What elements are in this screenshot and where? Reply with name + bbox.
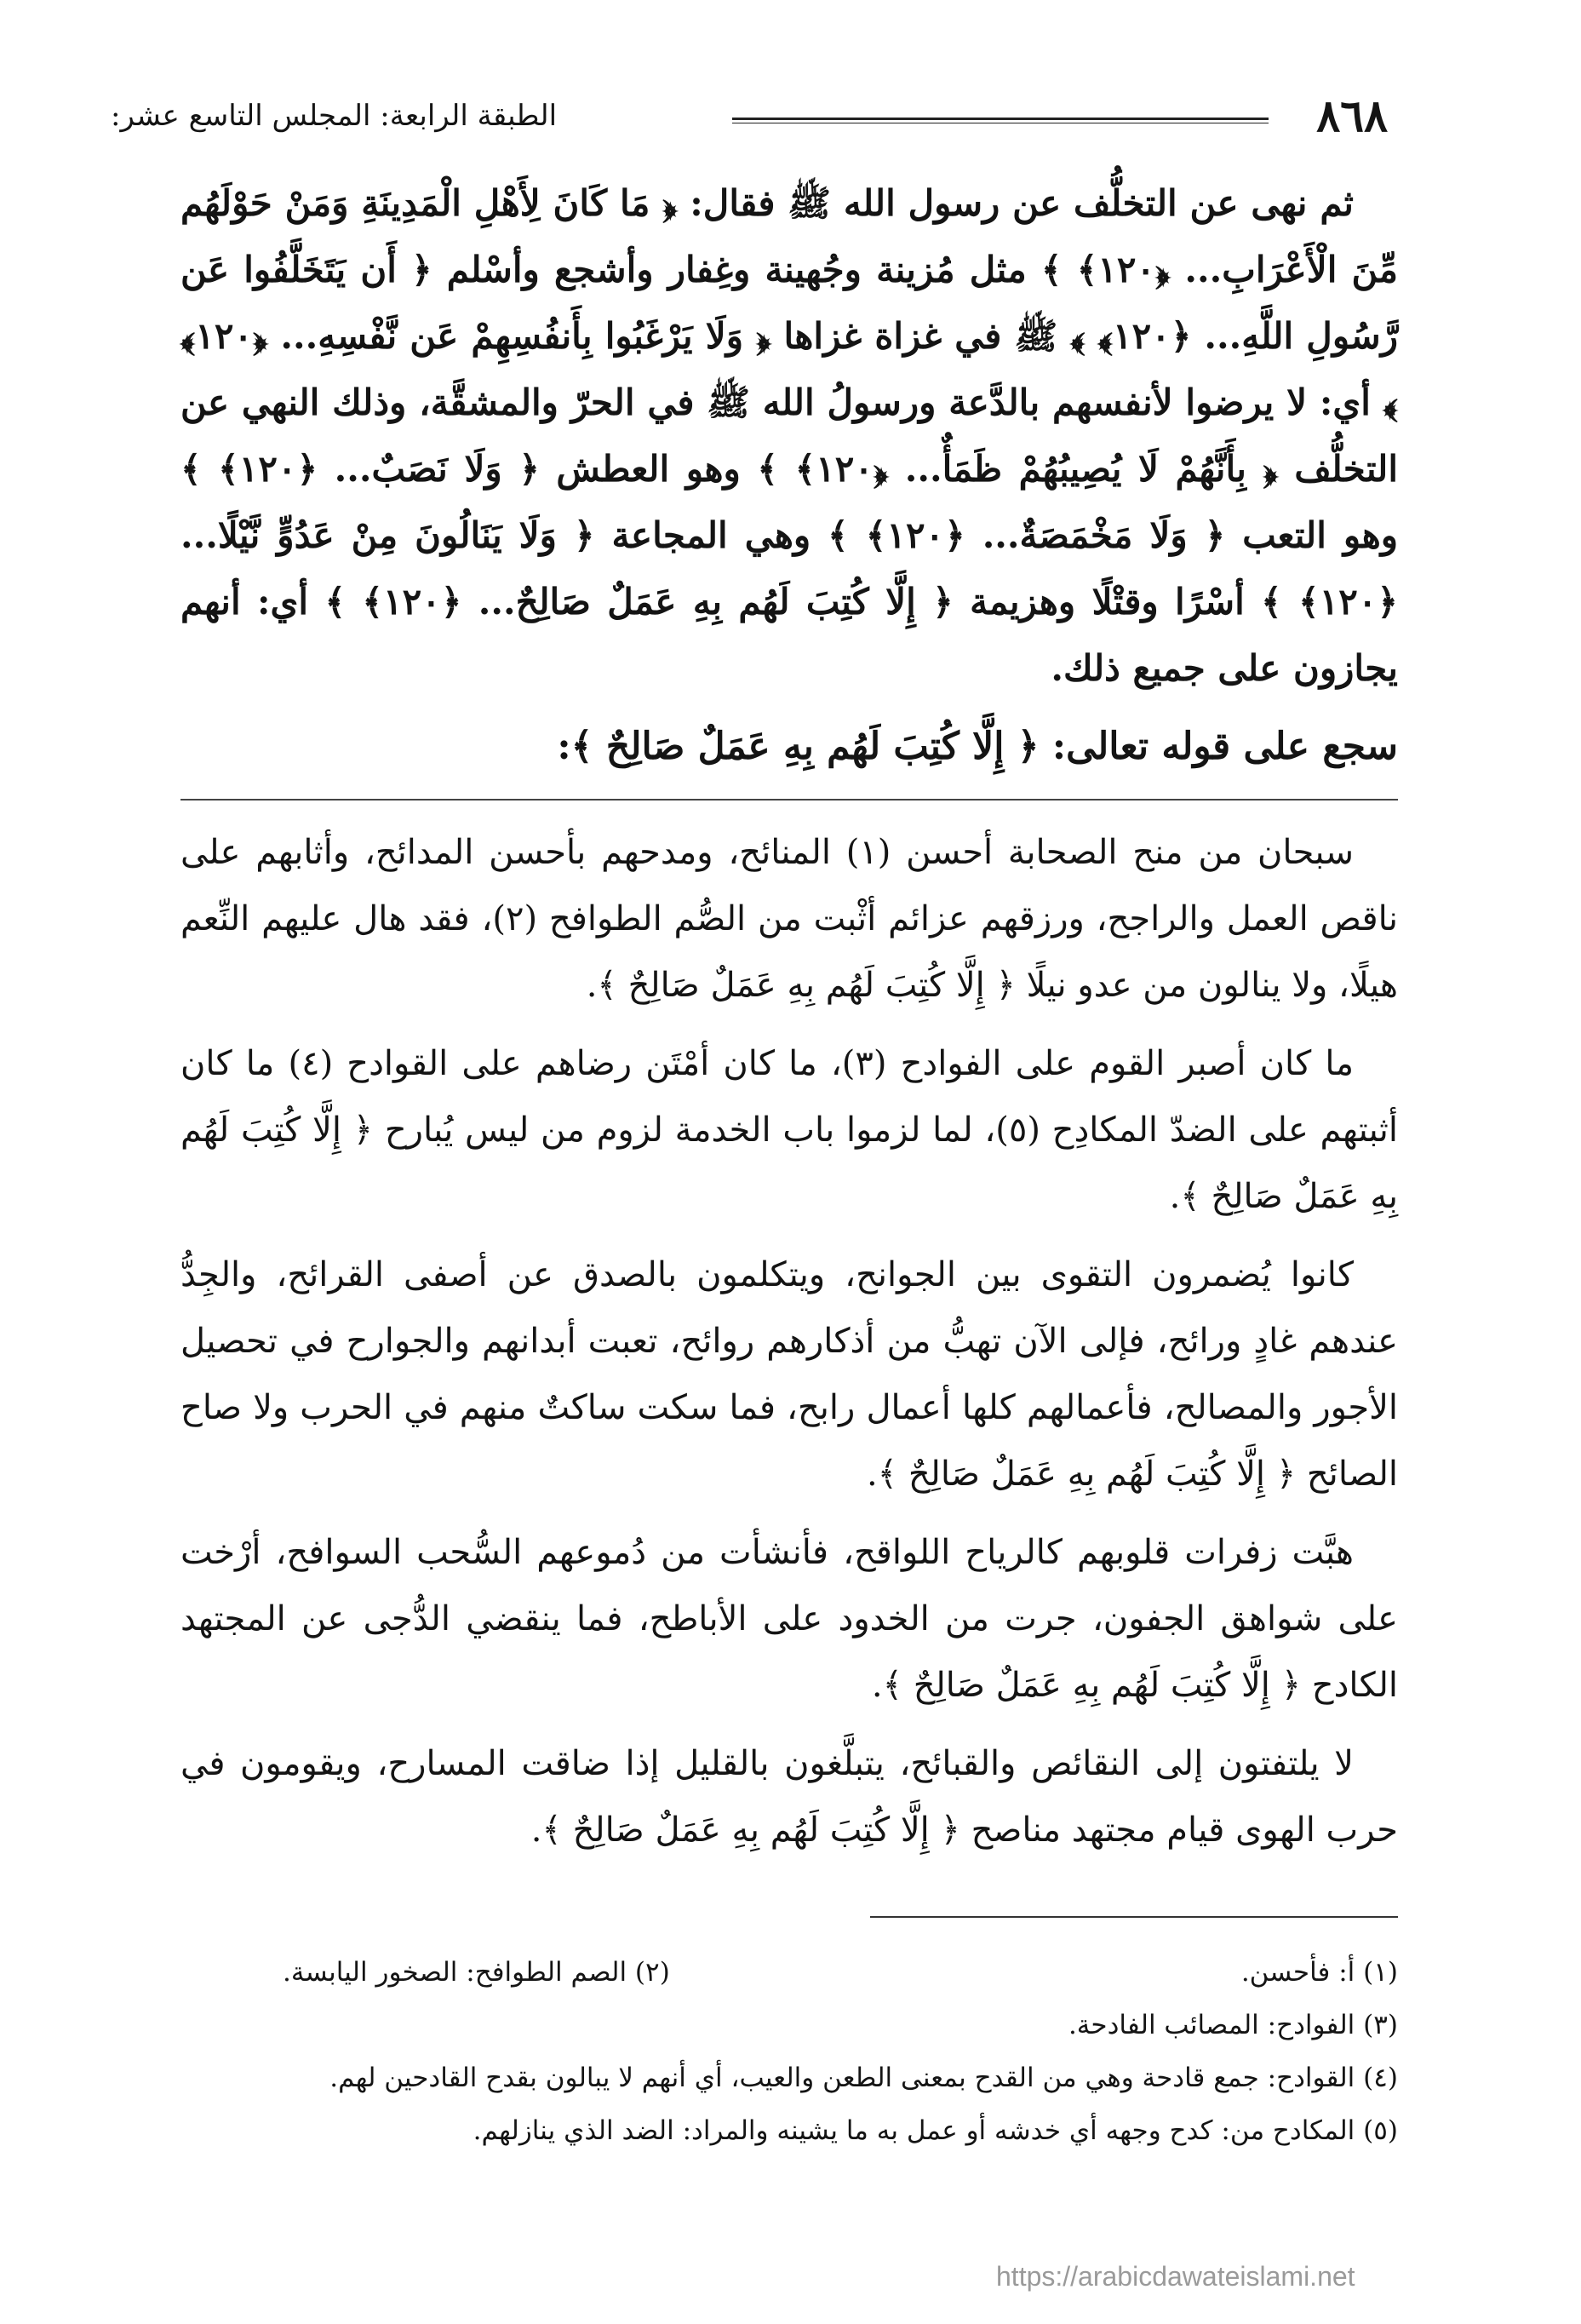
footnote-row	[180, 1946, 1398, 1999]
paragraph-4: هبَّت زفرات قلوبهم كالرياح اللواقح، فأنشأت من دُموعهم السُّحب السوافح، أرْخت على شواهق الجفون، جرت من الخدود على الأباطح، فما ينقضي الدُّجى عن المجتهد الكادح ﴿ إِلَّا كُتِبَ لَهُم بِهِ عَمَلٌ صَالِحٌ ﴾.	[180, 1533, 1398, 1705]
paragraph-1: سبحان من منح الصحابة أحسن (١) المنائح، ومدحهم بأحسن المدائح، وأثابهم على ناقص العمل والراجح، ورزقهم عزائم أثْبت من الصُّم الطوافح (٢)، فقد هال عليهم النِّعم هيلًا، ولا ينالون من عدو نيلًا ﴿ إِلَّا كُتِبَ لَهُم بِهِ عَمَلٌ صَالِحٌ ﴾.	[180, 833, 1398, 1005]
page-number: ٨٦٨	[1316, 90, 1388, 142]
footnote-2: (٢) الصم الطوافح: الصخور اليابسة.	[283, 1957, 670, 1988]
footnotes	[180, 1946, 1398, 2157]
section-heading: سجع على قوله تعالى: ﴿ إِلَّا كُتِبَ لَهُم بِهِ عَمَلٌ صَالِحٌ ﴾:	[557, 725, 1398, 768]
running-header	[111, 90, 1388, 146]
paragraph-3: كانوا يُضمرون التقوى بين الجوانح، ويتكلمون بالصدق عن أصفى القرائح، والجِدُّ عندهم غادٍ ورائح، فإلى الآن تهبُّ من أذكارهم روائح، تعبت أبدانهم والجوارح في تحصيل الأجور والمصالح، فأعمالهم كلها أعمال رابح، فما سكت ساكتٌ منهم في الحرب ولا صاح الصائح ﴿ إِلَّا كُتِبَ لَهُم بِهِ عَمَلٌ صَالِحٌ ﴾.	[180, 1255, 1398, 1494]
footnote-4: (٤) القوادح: جمع قادحة وهي من القدح بمعنى الطعن والعيب، أي أنهم لا يبالون بقدح القادحين لهم.	[329, 2063, 1398, 2093]
footnote-divider	[870, 1916, 1398, 1918]
footnote-1: (١) أ: فأحسن.	[1240, 1957, 1398, 1988]
section-divider	[180, 799, 1398, 800]
running-title: الطبقة الرابعة: المجلس التاسع عشر:	[111, 99, 558, 133]
footnote-5: (٥) المكادح من: كدح وجهه أي خدشه أو عمل به ما يشينه والمراد: الضد الذي ينازلهم.	[473, 2115, 1398, 2146]
header-double-rule	[732, 118, 1269, 123]
source-watermark: https://arabicdawateislami.net	[996, 2261, 1355, 2292]
paragraph-2: ما كان أصبر القوم على الفوادح (٣)، ما كان أمْتَن رضاهم على القوادح (٤) ما كان أثبتهم على الضدّ المكادِح (٥)، لما لزموا باب الخدمة لزوم من ليس يُبارح ﴿ إِلَّا كُتِبَ لَهُم بِهِ عَمَلٌ صَالِحٌ ﴾.	[180, 1044, 1398, 1216]
main-text	[180, 170, 1398, 1863]
footnote-3: (٣) الفوادح: المصائب الفادحة.	[1068, 2010, 1398, 2040]
intro-paragraph: ثم نهى عن التخلُّف عن رسول الله ﷺ فقال: ﴿ مَا كَانَ لِأَهْلِ الْمَدِينَةِ وَمَنْ حَوْلَهُم مِّنَ الْأَعْرَابِ... ﴿١٢٠﴾ ﴾ مثل مُزينة وجُهينة وغِفار وأشجع وأسْلم ﴿ أَن يَتَخَلَّفُوا عَن رَّسُولِ اللَّهِ... ﴿١٢٠﴾ ﴾ ﷺ في غزاة غزاها ﴿ وَلَا يَرْغَبُوا بِأَنفُسِهِمْ عَن نَّفْسِهِ... ﴿١٢٠﴾ ﴾ أي: لا يرضوا لأنفسهم بالدَّعة ورسولُ الله ﷺ في الحرّ والمشقَّة، وذلك النهي عن التخلُّف ﴿ بِأَنَّهُمْ لَا يُصِيبُهُمْ ظَمَأٌ... ﴿١٢٠﴾ ﴾ وهو العطش ﴿ وَلَا نَصَبٌ... ﴿١٢٠﴾ ﴾ وهو التعب ﴿ وَلَا مَخْمَصَةٌ... ﴿١٢٠﴾ ﴾ وهي المجاعة ﴿ وَلَا يَنَالُونَ مِنْ عَدُوٍّ نَّيْلًا... ﴿١٢٠﴾ ﴾ أسْرًا وقتْلًا وهزيمة ﴿ إِلَّا كُتِبَ لَهُم بِهِ عَمَلٌ صَالِحٌ... ﴿١٢٠﴾ ﴾ أي: أنهم يجازون على جميع ذلك.	[180, 182, 1399, 689]
paragraph-5: لا يلتفتون إلى النقائص والقبائح، يتبلَّغون بالقليل إذا ضاقت المسارح، ويقومون في حرب الهوى قيام مجتهد مناصح ﴿ إِلَّا كُتِبَ لَهُم بِهِ عَمَلٌ صَالِحٌ ﴾.	[180, 1744, 1398, 1850]
